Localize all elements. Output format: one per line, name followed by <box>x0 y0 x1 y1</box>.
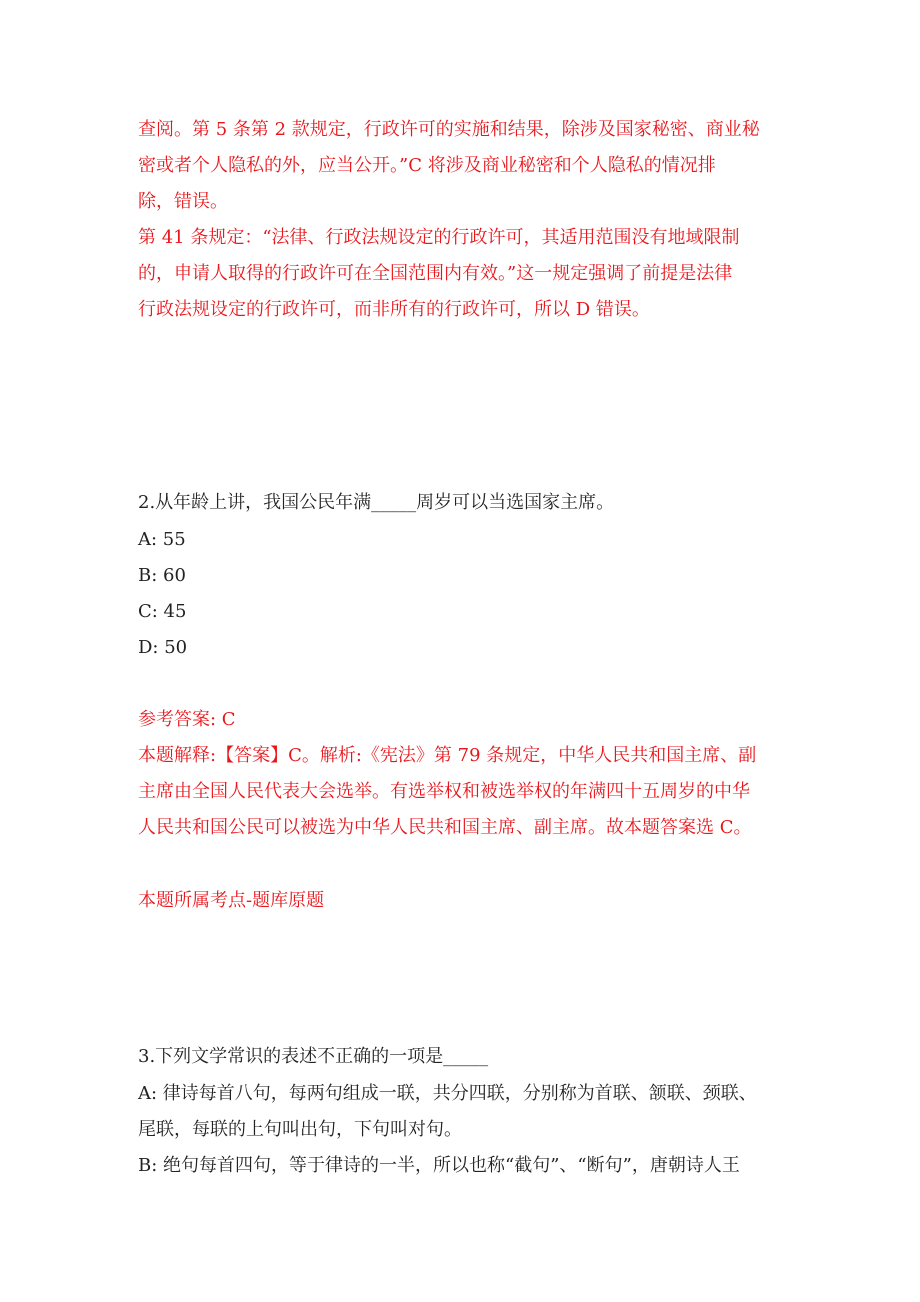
option-a: A: 55 <box>138 529 186 550</box>
option-line: A: 律诗每首八句，每两句组成一联，共分四联，分别称为首联、颔联、颈联、 <box>138 1083 757 1104</box>
prev-explanation-line: 查阅。第 5 条第 2 款规定，行政许可的实施和结果，除涉及国家秘密、商业秘 <box>138 119 760 140</box>
answer: 参考答案: C <box>138 709 236 730</box>
prev-explanation-line: 除，错误。 <box>138 191 228 212</box>
prev-explanation-line: 的，申请人取得的行政许可在全国范围内有效。”这一规定强调了前提是法律 <box>138 263 733 284</box>
explanation-line: 本题解释:【答案】C。解析:《宪法》第 79 条规定，中华人民共和国主席、副 <box>138 745 757 766</box>
option-line: B: 绝句每首四句，等于律诗的一半，所以也称“截句”、“断句”，唐朝诗人王 <box>138 1155 740 1176</box>
explanation-line: 人民共和国公民可以被选为中华人民共和国主席、副主席。故本题答案选 C。 <box>138 817 752 838</box>
topic-label: 本题所属考点-题库原题 <box>138 890 325 911</box>
prev-explanation-line: 第 41 条规定：“法律、行政法规设定的行政许可，其适用范围没有地域限制 <box>138 227 740 248</box>
explanation-line: 主席由全国人民代表大会选举。有选举权和被选举权的年满四十五周岁的中华 <box>138 781 750 802</box>
prev-explanation-line: 行政法规设定的行政许可，而非所有的行政许可，所以 D 错误。 <box>138 299 650 320</box>
option-b: B: 60 <box>138 565 186 586</box>
option-line: 尾联，每联的上句叫出句，下句叫对句。 <box>138 1119 462 1140</box>
option-c: C: 45 <box>138 601 187 622</box>
question-stem: 3.下列文学常识的表述不正确的一项是_____ <box>138 1046 489 1067</box>
question-stem: 2.从年龄上讲，我国公民年满_____周岁可以当选国家主席。 <box>138 492 615 513</box>
option-d: D: 50 <box>138 637 188 658</box>
prev-explanation-line: 密或者个人隐私的外，应当公开。”C 将涉及商业秘密和个人隐私的情况排 <box>138 155 716 176</box>
